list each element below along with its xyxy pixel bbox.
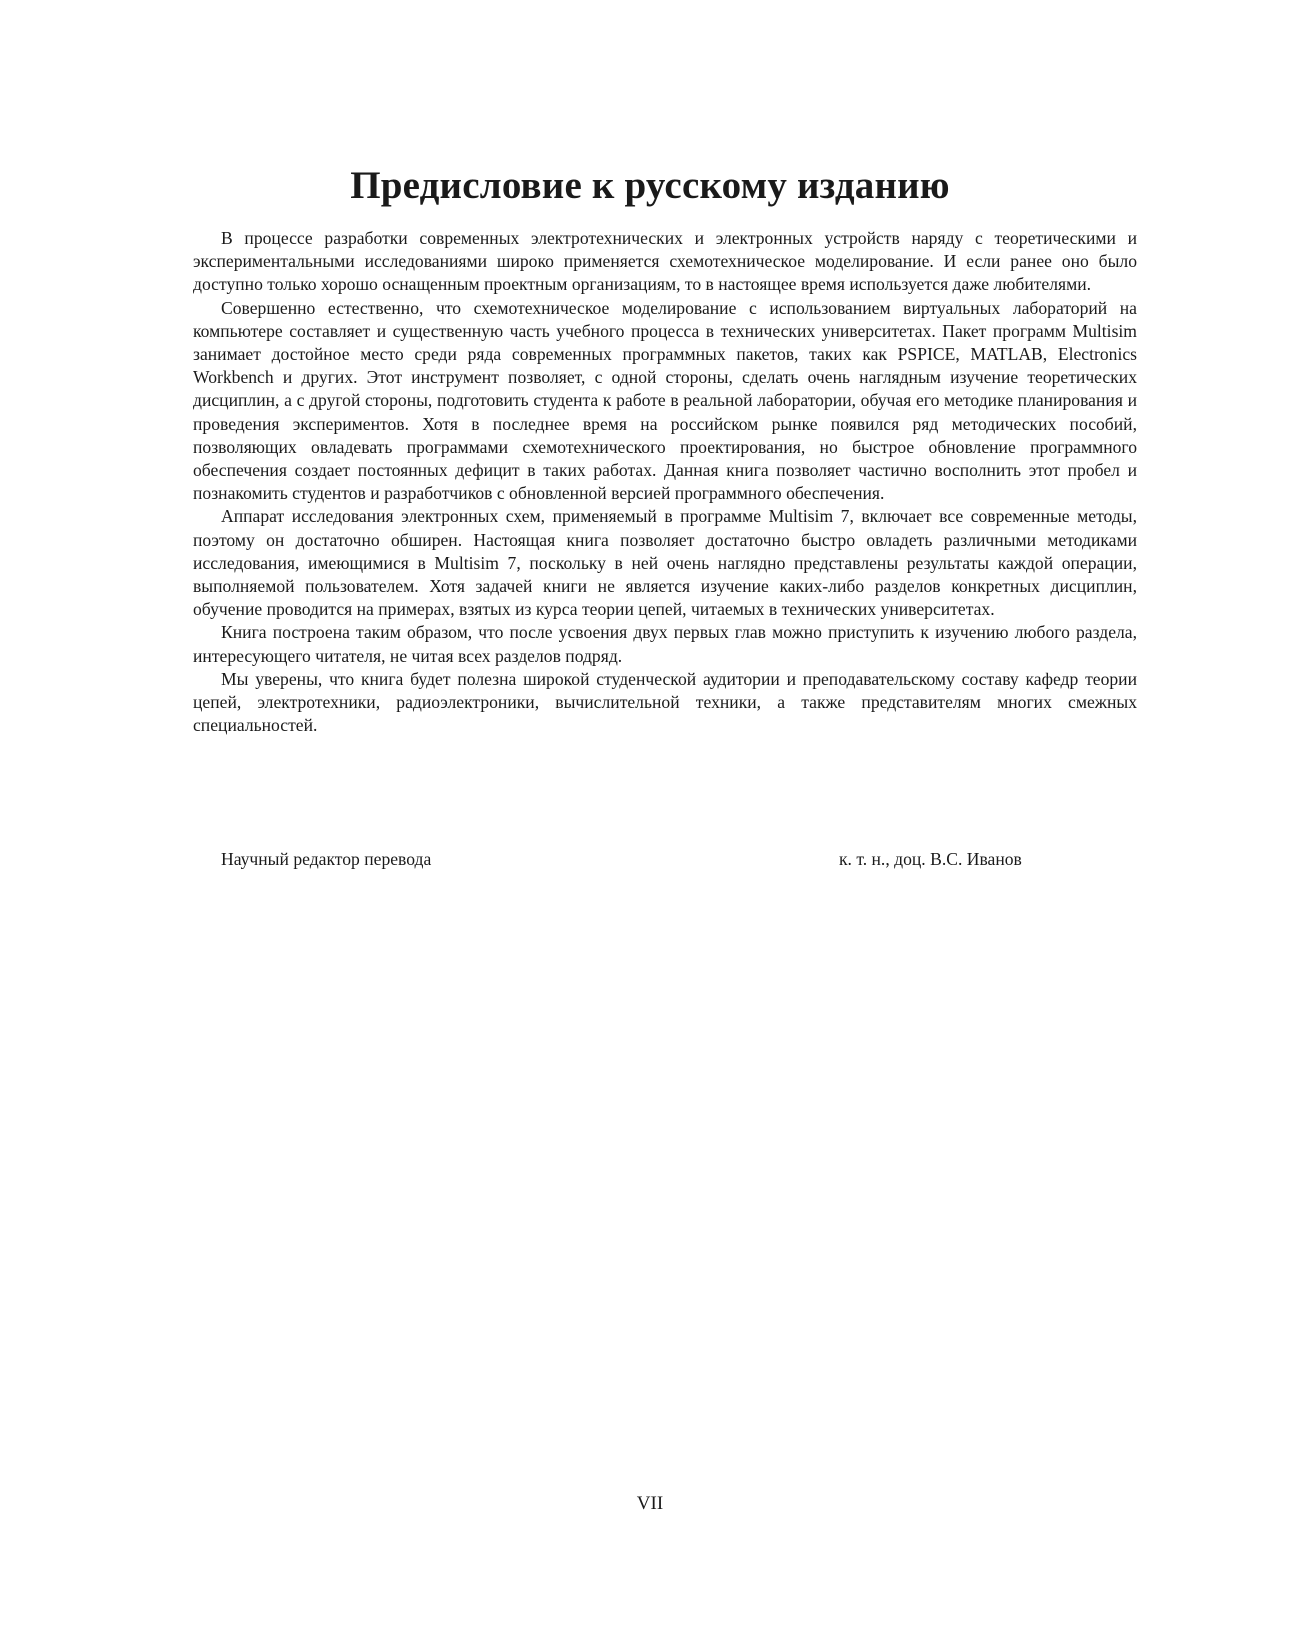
paragraph-1: В процессе разработки современных электротехнических и электронных устройств наряду с теоретическими и экспериментальными исследованиями широко применяется схемотехническое моделирование. И если ранее оно было доступно только хорошо оснащенным проектным организациям, то в настоящее время используется даже любителями. (193, 228, 1137, 295)
paragraph-2: Совершенно естественно, что схемотехническое моделирование с использованием виртуальных лабораторий на компьютере составляет и существенную часть учебного процесса в технических университетах. Пакет программ Multisim занимает достойное место среди ряда современных программных пакетов, таких как PSPICE, MATLAB, Electronics Workbench и других. Этот инструмент позволяет, с одной стороны, сделать очень наглядным изучение теоретических дисциплин, а с другой стороны, подготовить студента к работе в реальной лаборатории, обучая его методике планирования и проведения экспериментов. Хотя в последнее время на российском рынке появился ряд методических пособий, позволяющих овладевать программами схемотехнического проектирования, но быстрое обновление программного обеспечения создает постоянных дефицит в таких работах. Данная книга позволяет частично восполнить этот пробел и познакомить студентов и разработчиков с обновленной версией программного обеспечения. (193, 297, 1137, 504)
preface-body (193, 227, 1137, 737)
paragraph-4: Книга построена таким образом, что после усвоения двух первых глав можно приступить к изучению любого раздела, интересующего читателя, не читая всех разделов подряд. (193, 622, 1137, 666)
paragraph-5: Мы уверены, что книга будет полезна широкой студенческой аудитории и преподавательскому составу кафедр теории цепей, электротехники, радиоэлектроники, вычислительной техники, а также представителям многих смежных специальностей. (193, 668, 1137, 736)
signature-role: Научный редактор перевода (221, 849, 432, 869)
signature-name: к. т. н., доц. В.С. Иванов (839, 849, 1022, 869)
page-number: VII (636, 1493, 664, 1514)
paragraph-3: Аппарат исследования электронных схем, применяемый в программе Multisim 7, включает все современные методы, поэтому он достаточно обширен. Настоящая книга позволяет достаточно быстро овладеть различными методиками исследования, имеющимися в Multisim 7, поскольку в ней очень наглядно представлены результаты каждой операции, выполняемой пользователем. Хотя задачей книги не является изучение каких-либо разделов конкретных дисциплин, обучение проводится на примерах, взятых из курса теории цепей, читаемых в технических университетах. (193, 506, 1137, 620)
page-title: Предисловие к русскому изданию (350, 164, 950, 207)
